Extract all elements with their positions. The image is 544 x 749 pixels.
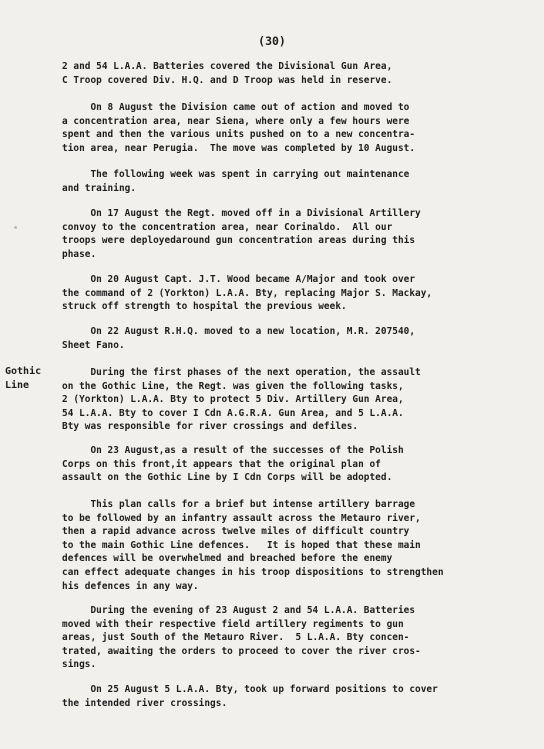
paragraph-17-august: [62, 207, 537, 261]
text-line: On 17 August the Regt. moved off in a Divisional Artillery: [62, 208, 421, 219]
paragraph-20-august: [62, 273, 537, 314]
text-line: On 25 August 5 L.A.A. Bty, took up forward positions to cover: [62, 684, 438, 695]
text-line: defences will be overwhelmed and breached before the enemy: [62, 553, 393, 565]
paragraph-evening-23-august: [62, 604, 537, 672]
text-line: can effect adequate changes in his troop dispositions to strengthen: [62, 566, 444, 578]
text-line: a concentration area, near Siena, where only a few hours were: [62, 115, 410, 127]
text-line: his defences in any way.: [62, 580, 199, 592]
paragraph-8-august: [62, 101, 537, 155]
text-line: to the main Gothic Line defences. It is hoped that these main: [62, 539, 421, 551]
text-line: phase.: [62, 248, 97, 260]
text-line: sings.: [62, 659, 97, 671]
text-line: 2 (Yorkton) L.A.A. Bty to protect 5 Div. Artillery Gun Area,: [62, 394, 404, 406]
margin-note-gothic-line: Gothic Line: [5, 366, 42, 391]
text-line: This plan calls for a brief but intense artillery barrage: [62, 499, 416, 510]
text-line: 2 and 54 L.A.A. Batteries covered the Divisional Gun Area,: [62, 61, 393, 72]
text-line: moved with their respective field artillery regiments to gun: [62, 618, 404, 630]
paragraph-23-august-polish-corps: [62, 444, 537, 485]
paragraph-gothic-line-tasks: [62, 366, 537, 434]
page-number: (30): [258, 34, 286, 48]
paper-speck: [14, 226, 17, 229]
paragraph-following-week: [62, 168, 537, 195]
text-line: tion area, near Perugia. The move was completed by 10 August.: [62, 142, 416, 154]
text-line: to be followed by an infantry assault across the Metauro river,: [62, 512, 421, 524]
text-line: The following week was spent in carrying out maintenance: [62, 169, 410, 180]
text-line: then a rapid advance across twelve miles of difficult country: [62, 526, 410, 538]
text-line: On 8 August the Division came out of action and moved to: [62, 102, 410, 113]
text-line: assault on the Gothic Line by I Cdn Corps will be adopted.: [62, 472, 393, 484]
text-line: on the Gothic Line, the Regt. was given the following tasks,: [62, 380, 404, 392]
text-line: On 20 August Capt. J.T. Wood became A/Major and took over: [62, 274, 416, 285]
text-line: the intended river crossings.: [62, 697, 228, 709]
paragraph-plan-barrage: [62, 498, 537, 593]
text-line: trated, awaiting the orders to proceed to cover the river cros-: [62, 645, 421, 657]
paragraph-22-august: [62, 325, 537, 352]
text-line: Bty was responsible for river crossings and defiles.: [62, 421, 359, 433]
text-line: the command of 2 (Yorkton) L.A.A. Bty, replacing Major S. Mackay,: [62, 287, 433, 299]
paragraph-25-august: [62, 683, 537, 710]
text-line: 54 L.A.A. Bty to cover I Cdn A.G.R.A. Gun Area, and 5 L.A.A.: [62, 407, 404, 419]
text-line: C Troop covered Div. H.Q. and D Troop was held in reserve.: [62, 74, 393, 86]
text-line: On 23 August,as a result of the successes of the Polish: [62, 445, 404, 456]
text-line: and training.: [62, 182, 137, 194]
text-line: Sheet Fano.: [62, 339, 125, 351]
text-line: convoy to the concentration area, near Corinaldo. All our: [62, 221, 393, 233]
text-line: During the evening of 23 August 2 and 54 L.A.A. Batteries: [62, 605, 416, 616]
text-line: troops were deployedaround gun concentration areas during this: [62, 235, 416, 247]
paragraph-batteries-covered: [62, 60, 537, 87]
text-line: struck off strength to hospital the previous week.: [62, 301, 347, 313]
text-line: On 22 August R.H.Q. moved to a new location, M.R. 207540,: [62, 326, 416, 337]
text-line: spent and then the various units pushed on to a new concentra-: [62, 129, 416, 141]
text-line: Corps on this front,it appears that the original plan of: [62, 458, 381, 470]
text-line: During the first phases of the next operation, the assault: [62, 367, 421, 378]
text-line: areas, just South of the Metauro River. 5 L.A.A. Bty concen-: [62, 632, 410, 644]
